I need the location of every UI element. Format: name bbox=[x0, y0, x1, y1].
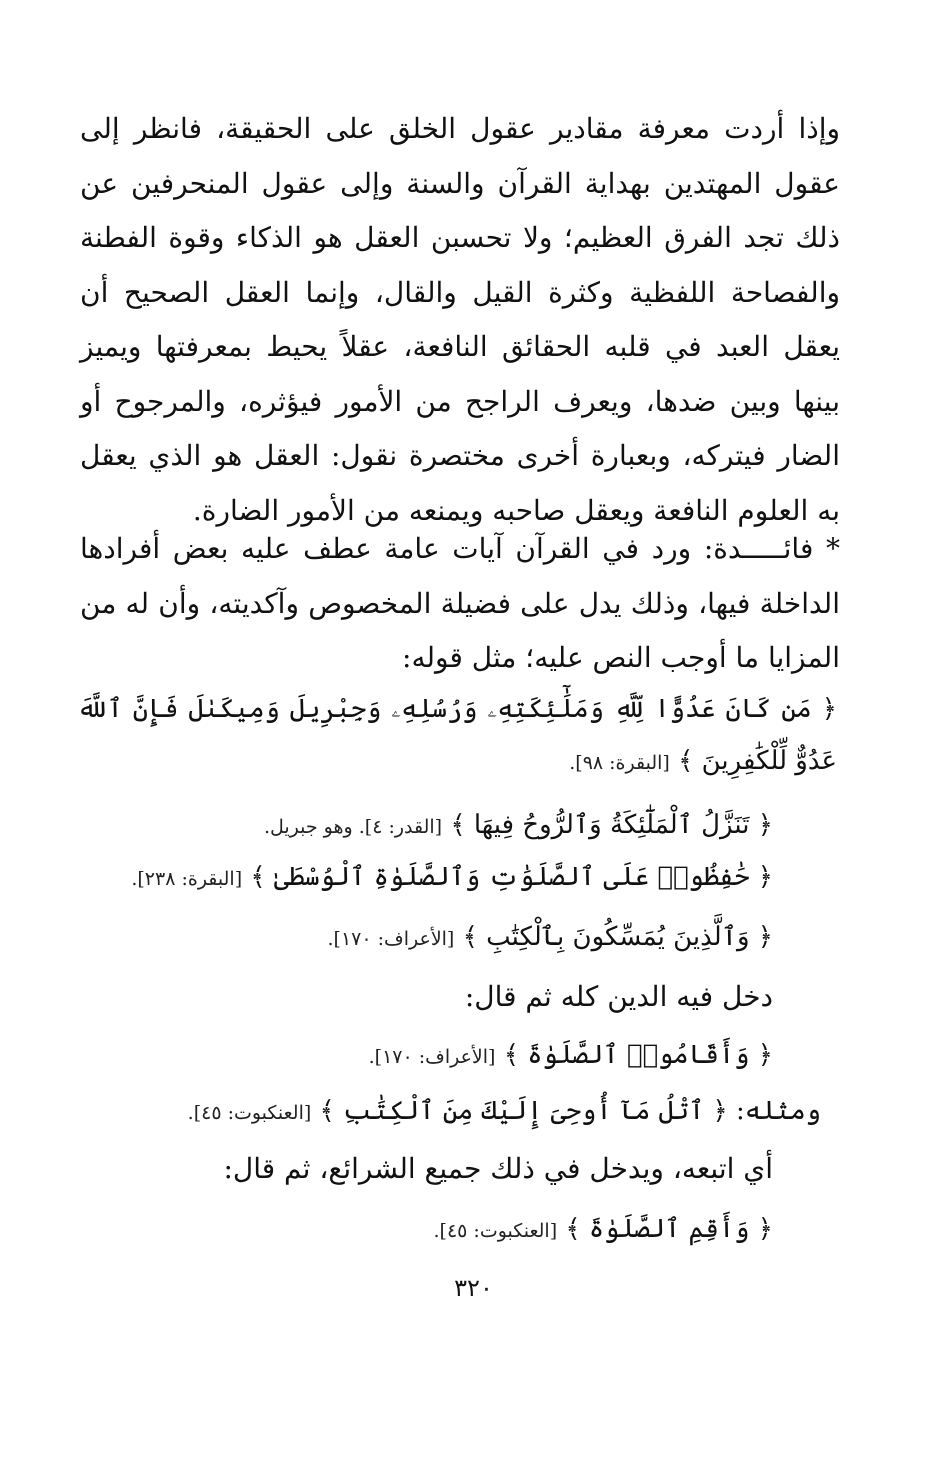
paragraph-benefit: * فائـــــدة: ورد في القرآن آيات عامة عطف عليه بعض أفرادها الداخلة فيها، وذلك يدل على فضيلة المخصوص وآكديته، وأن له من المزايا ما أوجب النص عليه؛ مثل قوله: bbox=[80, 532, 840, 674]
commentary-line bbox=[223, 1144, 773, 1194]
paragraph-intellect: وإذا أردت معرفة مقادير عقول الخلق على الحقيقة، فانظر إلى عقول المهتدين بهداية القرآن والسنة وإلى عقول المنحرفين عن ذلك تجد الفرق العظيم؛ ولا تحسبن العقل هو الذكاء وقوة الفطنة والفصاحة اللفظية وكثرة القيل والقال، وإنما العقل الصحيح أن يعقل العبد في قلبه الحقائق النافعة، عقلاً يحيط بمعرفتها ويميز بينها وبين ضدها، ويعرف الراجح من الأمور فيؤثره، والمرجوح أو الضار فيتركه، وبعبارة أخرى مختصرة نقول: العقل هو الذي يعقل به العلوم النافعة ويعقل صاحبه ويمنعه من الأمور الضارة. bbox=[80, 112, 840, 527]
verse-text: ﴿ تَنَزَّلُ ٱلْمَلَٰٓئِكَةُ وَٱلرُّوحُ فِيهَا ﴾ bbox=[450, 810, 773, 840]
verse-line bbox=[328, 912, 774, 964]
commentary-text: أي اتبعه، ويدخل في ذلك جميع الشرائع، ثم قال: bbox=[223, 1152, 773, 1185]
verse-text: ومثله: ﴿ ٱتْلُ مَآ أُوحِىَ إِلَيْكَ مِنَ ٱلْكِتَٰبِ ﴾ bbox=[319, 1096, 821, 1126]
page-number: ٣٢٠ bbox=[454, 1274, 493, 1302]
verse-reference: [العنكبوت: ٤٥]. bbox=[187, 1102, 312, 1124]
verse-line bbox=[264, 800, 773, 852]
verse-line bbox=[434, 1204, 774, 1256]
verse-text: ﴿ مَن كَانَ عَدُوًّا لِّلَّهِ وَمَلَٰٓئِكَتِهِۦ وَرُسُلِهِۦ وَجِبْرِيلَ وَمِيكَىٰلَ فَإِنَّ ٱللَّهَ bbox=[77, 694, 837, 724]
verse-line bbox=[569, 736, 837, 788]
verse-text: ﴿ وَأَقِمِ ٱلصَّلَوٰةَ ﴾ bbox=[565, 1214, 773, 1244]
verse-reference: [الأعراف: ١٧٠]. bbox=[368, 1046, 496, 1068]
verse-reference: [العنكبوت: ٤٥]. bbox=[433, 1220, 558, 1242]
verse-line bbox=[188, 1086, 821, 1138]
verse-reference: [البقرة: ٢٣٨]. bbox=[131, 868, 243, 890]
verse-text: ﴿ وَأَقَامُوا۟ ٱلصَّلَوٰةَ ﴾ bbox=[503, 1040, 773, 1070]
verse-line bbox=[131, 852, 773, 904]
verse-reference: [القدر: ٤]. وهو جبريل. bbox=[263, 816, 443, 838]
verse-text: عَدُوٌّ لِّلْكَٰفِرِينَ ﴾ bbox=[678, 746, 837, 776]
verse-line bbox=[77, 684, 837, 734]
verse-reference: [الأعراف: ١٧٠]. bbox=[327, 928, 455, 950]
verse-text: ﴿ حَٰفِظُوا۟ عَلَى ٱلصَّلَوَٰتِ وَٱلصَّلَوٰةِ ٱلْوُسْطَىٰ ﴾ bbox=[250, 862, 773, 892]
verse-reference: [البقرة: ٩٨]. bbox=[569, 752, 670, 774]
verse-line bbox=[369, 1030, 773, 1082]
commentary-line bbox=[465, 972, 773, 1022]
verse-text: ﴿ وَٱلَّذِينَ يُمَسِّكُونَ بِٱلْكِتَٰبِ ﴾ bbox=[462, 922, 773, 952]
commentary-text: دخل فيه الدين كله ثم قال: bbox=[464, 980, 773, 1013]
